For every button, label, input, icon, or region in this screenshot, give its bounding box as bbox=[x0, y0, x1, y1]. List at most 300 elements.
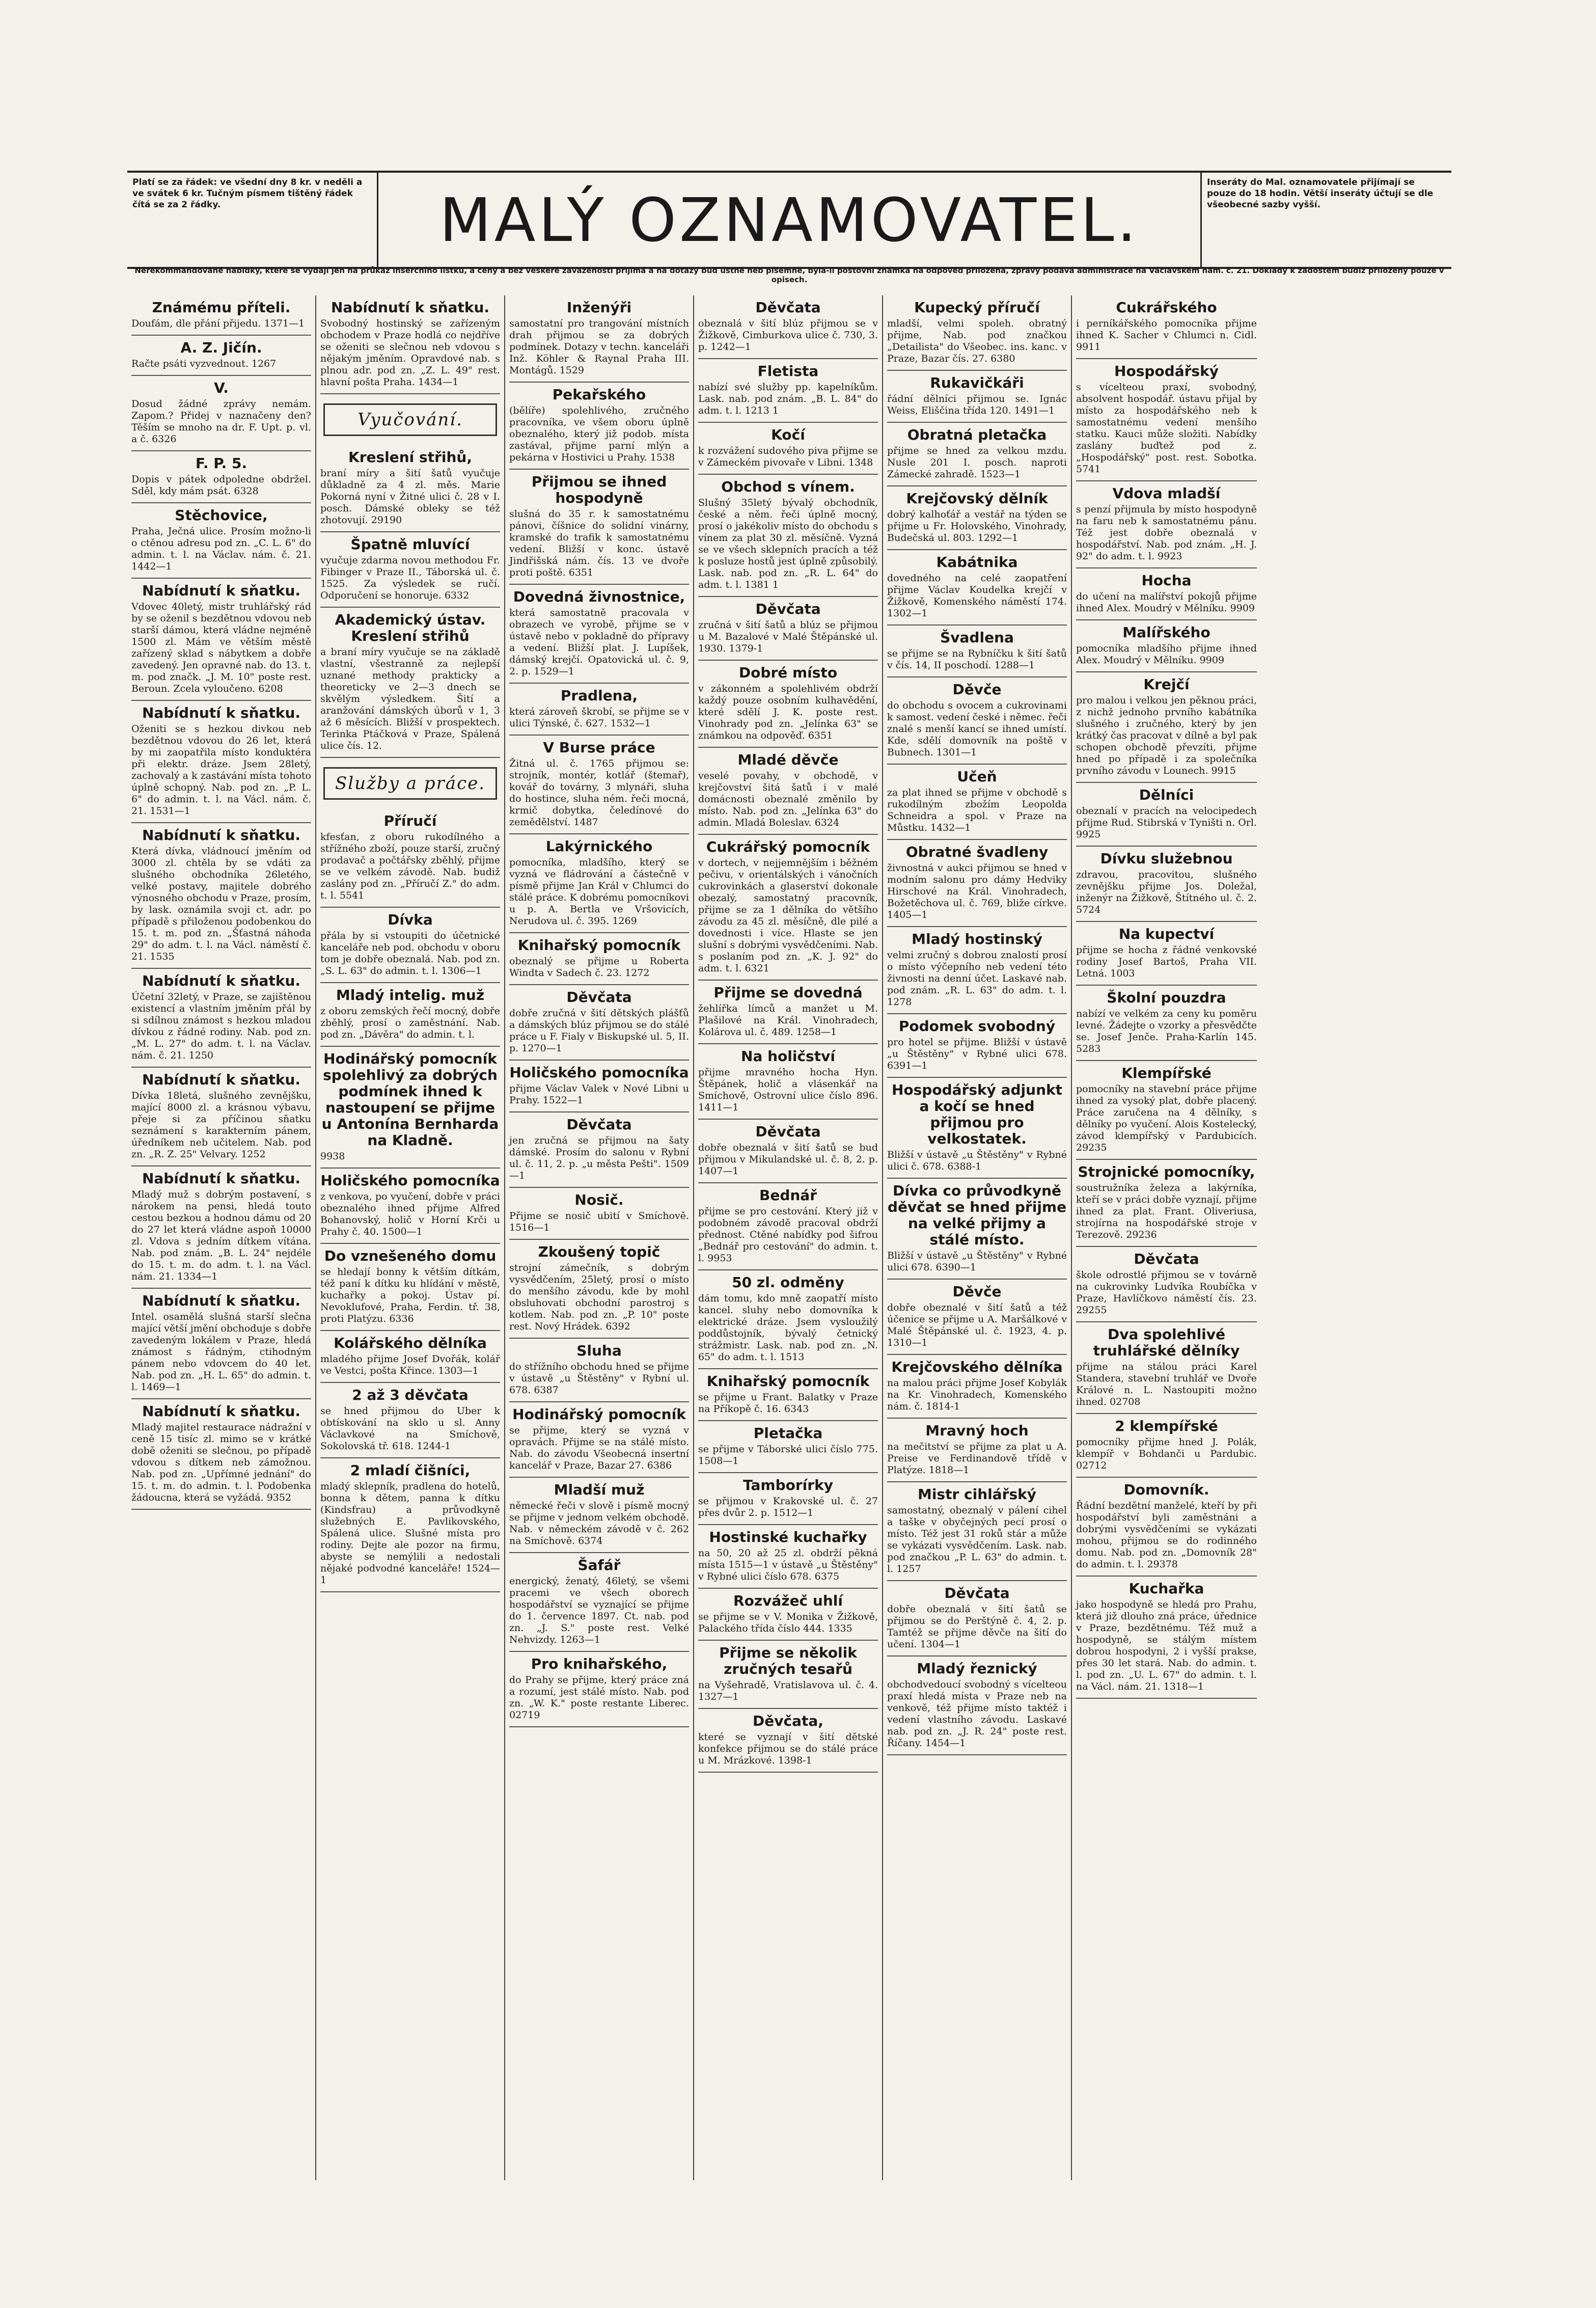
ad-title: Nabídnutí k sňatku. bbox=[142, 972, 301, 989]
ad-text: za plat ihned se přijme v obchodě s rukodílným zbožím Leopolda Schneidra a spol. v Praze na Můstku. 1432—1 bbox=[887, 787, 1067, 833]
ad-title: Inženýři bbox=[566, 299, 632, 316]
classified-ad bbox=[698, 1120, 878, 1183]
ad-title: Hostinské kuchařky bbox=[709, 1529, 867, 1545]
ad-text: s penzí přijmula by místo hospodyně na faru neb k samostatnému pánu. Též jest dobře obeznalá v hospodářství. Nab. pod znám. „H. J. 92" do adm. t. l. 9923 bbox=[1076, 504, 1257, 562]
classified-ad bbox=[509, 1188, 689, 1240]
classified-ad bbox=[698, 423, 878, 475]
ad-text: k rozvážení sudového piva přijme se v Zámeckém pivovaře v Libni. 1348 bbox=[698, 445, 878, 468]
classified-ad bbox=[320, 1331, 500, 1383]
ad-title: Dobré místo bbox=[738, 664, 838, 681]
ad-title: Mistr cihlářský bbox=[917, 1486, 1037, 1503]
ad-title: Děvčata bbox=[755, 601, 821, 617]
ad-text: živnostná v aukci přijmou se hned v modním salonu pro dámy Hedviky Hirschové na Král. Vinohradech, Božetěchova ul. č. 769, bliže církve. 1405—1 bbox=[887, 862, 1067, 920]
ad-title: Nabídnutí k sňatku. bbox=[142, 704, 301, 721]
ad-text: obeznalí v pracích na velocipedech přijme Rud. Stibrská v Tyništi n. Orl. 9925 bbox=[1076, 805, 1257, 840]
ad-column bbox=[505, 295, 694, 2180]
ad-title: Vdova mladší bbox=[1112, 485, 1221, 502]
ad-title: Děvčata bbox=[755, 299, 821, 316]
classified-ad bbox=[698, 835, 878, 981]
classified-ad bbox=[887, 1014, 1067, 1078]
ad-title: Domovník. bbox=[1123, 1481, 1209, 1498]
ad-title: Na holičství bbox=[741, 1048, 835, 1065]
masthead-insertion-box: Inseráty do Mal. oznamovatele přijímají se pouze do 18 hodin. Větší inseráty účtují se dle všeobecné sazby vyšší. bbox=[1200, 173, 1451, 267]
classified-ad bbox=[698, 1589, 878, 1641]
classified-ad bbox=[698, 1270, 878, 1369]
classified-ad bbox=[131, 1289, 311, 1399]
ad-title: Pro knihařského, bbox=[531, 1655, 668, 1672]
classified-ad bbox=[1076, 672, 1257, 783]
classified-ad bbox=[320, 1169, 500, 1244]
ad-text: pro hotel se přijme. Bližší v ústavě „u Štěstěny" v Rybné ulici 678. 6391—1 bbox=[887, 1037, 1067, 1071]
ad-title: Kolářského dělníka bbox=[334, 1335, 487, 1351]
ad-text: pomocníky přijme hned J. Polák, klempíř v Bohdanči u Pardubic. 02712 bbox=[1076, 1436, 1257, 1471]
ad-title: Děvče bbox=[952, 681, 1002, 698]
classified-ad bbox=[131, 336, 311, 376]
classified-ad bbox=[698, 1641, 878, 1709]
ad-title: V Burse práce bbox=[543, 739, 655, 756]
ad-text: mladý sklepník, pradlena do hotelů, bonna k dětem, panna k dítku (Kindsfrau) a průvodkyně služebných E. Pavlikovského, Spálená ulice. Slušné místa pro rodiny. Dejte ale pozor na firmu, abyste se nemýlili a nedostali nějaké podvodné kanceláře! 1524—1 bbox=[320, 1481, 500, 1586]
classified-ad bbox=[887, 1482, 1067, 1581]
ad-text: zručná v šití šatů a blúz se přijmou u M. Bazalové v Malé Štěpánské ul. 1930. 1379-1 bbox=[698, 619, 878, 654]
classified-ad bbox=[509, 1402, 689, 1478]
ad-title: Hodinářský pomocník spolehlivý za dobrých podmínek ihned k nastoupení se přijme u Antonína Bernharda na Kladně. bbox=[321, 1050, 499, 1149]
ad-title: Pletačka bbox=[753, 1425, 823, 1442]
ad-text: z oboru zemských řečí mocný, dobře zběhlý, prosí o zaměstnání. Nab. pod zn. „Dávěra" do admin. t. l. bbox=[320, 1006, 500, 1040]
classified-ad bbox=[1076, 1414, 1257, 1478]
classified-ad bbox=[320, 983, 500, 1047]
classified-ad bbox=[1076, 1577, 1257, 1699]
ad-text: mladého přijme Josef Dvořák, kolář ve Vestci, pošta Křince. 1303—1 bbox=[320, 1353, 500, 1376]
section-heading: Vyučování. bbox=[323, 403, 497, 436]
ad-title: Rukavičkáři bbox=[930, 374, 1024, 391]
ad-text: strojní zámečník, s dobrým vysvědčením, 25letý, prosí o místo do menšího závodu, kde by mohl obsluhovati obchodní parostroj s kotlem. Nab. pod zn. „P. 10" poste rest. Nový Hrádek. 6392 bbox=[509, 1262, 689, 1332]
classified-ad bbox=[698, 1421, 878, 1473]
ad-title: Obchod s vínem. bbox=[721, 478, 855, 495]
ad-text: přijme Václav Valek v Nové Libni u Prahy. 1522—1 bbox=[509, 1083, 689, 1106]
classified-ad bbox=[1076, 295, 1257, 359]
ad-text: Vdovec 40letý, mistr truhlářský rád by se oženil s bezdětnou vdovou neb starší dámou, která vládne nejméně 1500 zl. Mám ve větším městě zařízený sklad s nábytkem a dobře zavedený. Jen opravné nab. do 13. t. m. pod značk. „J. M. 10" poste rest. Beroun. Zcela vyloučeno. 6208 bbox=[131, 601, 311, 694]
ad-text: pomocníka mladšího přijme ihned Alex. Moudrý v Mělníku. 9909 bbox=[1076, 643, 1257, 666]
classified-ad bbox=[320, 608, 500, 758]
ad-title: Děvčata bbox=[566, 989, 632, 1006]
classified-ad bbox=[698, 981, 878, 1044]
classified-ad bbox=[1076, 783, 1257, 847]
classified-ad bbox=[509, 1112, 689, 1188]
ad-title: Kupecký příručí bbox=[914, 299, 1040, 316]
ad-text: Praha, Ječná ulice. Prosím možno-li o ctěnou adresu pod zn. „C. L. 6" do admin. t. l. na Václav. nám. č. 21. 1442—1 bbox=[131, 526, 311, 572]
classified-ad bbox=[320, 809, 500, 908]
classified-ad bbox=[698, 597, 878, 661]
ad-title: Holičského pomocníka bbox=[320, 1172, 500, 1189]
ad-title: Klempířské bbox=[1121, 1065, 1212, 1081]
ad-text: jako hospodyně se hledá pro Prahu, která již dlouho zná práce, úřednice v Praze, bezdětnému. Též muž a hospodyně, se stálým místem dobrou hospodyni, 2 i vyšší prakse, přes 30 let stará. Nab. do admin. t. l. pod zn. „U. L. 67" do admin. t. l. na Václ. nám. 21. 1318—1 bbox=[1076, 1599, 1257, 1692]
classified-ad bbox=[320, 532, 500, 608]
classified-ad bbox=[887, 486, 1067, 550]
classified-ad bbox=[1076, 1061, 1257, 1160]
ad-text: a braní míry vyučuje se na základě vlastní, všestranně za nejlepší uznané methody prakticky a theoreticky ve 2—3 dnech se skvělým výsledkem. Šití a aranžování dámských úborů v 1, 3 až 6 měsících. Bližší v prospektech. Terinka Ptáčková v Praze, Spálená ulice čís. 12. bbox=[320, 646, 500, 751]
ad-text: Dosud žádné zprávy nemám. Zapom.? Přidej v naznačeny den? Těším se mnoho na dr. F. Upt. p. vl. a č. 6326 bbox=[131, 398, 311, 445]
ad-text: samostatní pro trangování místních drah přijmou se za dobrých podmínek. Dotazy v techn. kanceláři Inž. Köhler & Raynal Praha III. Montágů. 1529 bbox=[509, 318, 689, 376]
ad-title: Děvče bbox=[952, 1283, 1002, 1300]
ad-text: se přijmou v Krakovské ul. č. 27 přes dvůr 2. p. 1512—1 bbox=[698, 1496, 878, 1518]
ad-title: Přijme se dovedná bbox=[713, 984, 863, 1001]
classified-ad bbox=[887, 677, 1067, 765]
ad-text: Řádní bezdětní manželé, kteří by při hospodářství byli zaměstnáni a dobrými vysvědčeními se vykázati mohou, přijmou se do rodinného domu. Nab. pod zn. „Domovník 28" do admin. t. l. 29378 bbox=[1076, 1500, 1257, 1570]
ad-text: v zákonném a spolehlivém obdrží každý pouze osobním kulhavědění, které sdělí J. K. poste rest. Vinohrady pod zn. „Jelínka 63" se známkou na odpověď. 6351 bbox=[698, 683, 878, 741]
classified-ad bbox=[1076, 620, 1257, 672]
classified-ad bbox=[698, 661, 878, 748]
classified-ad bbox=[887, 295, 1067, 371]
ad-title: Na kupectví bbox=[1118, 926, 1215, 942]
classified-ad bbox=[509, 383, 689, 470]
classified-ad bbox=[320, 1244, 500, 1331]
classified-ad bbox=[887, 371, 1067, 423]
classified-ad bbox=[887, 1078, 1067, 1179]
ad-title: F. P. 5. bbox=[195, 455, 247, 472]
classified-ad bbox=[1076, 481, 1257, 568]
classified-ad bbox=[887, 1280, 1067, 1355]
classified-ad bbox=[509, 585, 689, 684]
ad-text: která samostatně pracovala v obrazech ve vyrobě, přijme se v ústavě nebo v pokladně do přípravy a vedení. Bližší plat. J. Lupíšek, dámský krejčí. Opatovická ul. č. 9, 2. p. 1529—1 bbox=[509, 607, 689, 677]
ad-title: Mravný hoch bbox=[925, 1422, 1029, 1439]
ad-text: v dortech, v nejjemnějším i běžném pečivu, v orientálských i vánočních cukrovinkách a glaserství dokonale obezalý, samostatný pracovník, přijme se za 1 dělníka do většího závodu za 45 zl. měsíčně, dle pilé a dovednosti i více. Hlaste se jen slušní s dobrými vysvědčeními. Nab. s poslaním pod zn. „K. J. 92" do adm. t. l. 6321 bbox=[698, 857, 878, 974]
ad-text: pomocníky na stavební práce přijme ihned za vysoký plat, dobře placený. Práce zaručena na 4 dělníky, s dělníky po vyučení. Alois Kostelecký, závod klempířský v Pardubicích. 29235 bbox=[1076, 1083, 1257, 1153]
classified-ad bbox=[887, 626, 1067, 677]
classified-ad bbox=[887, 840, 1067, 927]
ad-text: pomocníka, mladšího, který se vyzná ve fládrování a částečně v písmě přijme Jan Král v Chlumci do stálé práce. K dobrému pomocníkovi u p. A. Bertla ve Vršovicích, Nerudova ul. č. 395. 1269 bbox=[509, 857, 690, 927]
ad-text: soustružníka železa a lakýrníka, kteří se v práci dobře vyznají, přijme ihned za plat. Frant. Oliveriusa, strojírna na hospodářské stroje v Terezově. 29236 bbox=[1076, 1182, 1257, 1240]
ad-title: Strojnické pomocníky, bbox=[1078, 1163, 1255, 1180]
ad-text: německé řeči v slově i písmě mocný se přijme v jednom velkém obchodě. Nab. v německém závodě v č. 262 na Smíchově. 6374 bbox=[509, 1500, 689, 1546]
ad-text: dobře obeznalé v šití šatů a též účenice se přijme u A. Maršálkové v Malé Štěpánské ul. č. 1923, 4. p. 1310—1 bbox=[887, 1302, 1067, 1348]
ad-text: přijme se hocha z řádné venkovské rodiny Josef Bartoš, Praha VII. Letná. 1003 bbox=[1076, 944, 1257, 979]
classified-ad bbox=[509, 684, 689, 736]
classified-ad bbox=[698, 748, 878, 835]
ad-title: Krejčovský dělník bbox=[906, 490, 1048, 507]
ad-title: 2 klempířské bbox=[1115, 1418, 1218, 1434]
ad-text: se hned přijmou do Uber k obtískování na sklo u sl. Anny Václavkové na Smíchově, Sokolovská tř. 618. 1244-1 bbox=[320, 1405, 500, 1452]
classified-ad bbox=[1076, 568, 1257, 620]
ad-title: Stěchovice, bbox=[175, 507, 268, 524]
classified-ad bbox=[887, 1419, 1067, 1482]
ad-text: dobrý kalhoťář a vestář na týden se přijme u Fr. Holovského, Vinohrady, Budečská ul. 803. 1292—1 bbox=[887, 509, 1067, 544]
classified-ad bbox=[509, 295, 689, 383]
ad-text: se přijme u Frant. Balatky v Praze na Příkopě č. 16. 6343 bbox=[698, 1392, 878, 1415]
classified-ad bbox=[698, 1473, 878, 1525]
ad-title: Mladé děvče bbox=[737, 751, 839, 768]
ad-text: na Vyšehradě, Vratislavova ul. č. 4. 1327—1 bbox=[698, 1679, 878, 1702]
ad-text: (bělíře) spolehlivého, zručného pracovníka, ve všem oboru úplně obeznalého, který již podob. místa zastával, přijme parní mlýn a pekárna v Hostivici u Prahy. 1538 bbox=[509, 405, 689, 463]
ad-text: přijme mravného hocha Hyn. Štěpánek, holič a vlásenkář na Smíchově, Ostrovní ulice číslo 896. 1411—1 bbox=[698, 1067, 878, 1113]
ad-text: do obchodu s ovocem a cukrovinami k samost. vedení české i němec. řeči znalé s menší kancí se ihned umístí. Kde, sdělí domovník na poště v Bubnech. 1301—1 bbox=[887, 700, 1067, 758]
ad-title: Nabídnutí k sňatku. bbox=[142, 1071, 301, 1088]
ad-title: Děvčata bbox=[755, 1123, 821, 1140]
ad-title: Kabátnika bbox=[936, 554, 1018, 571]
ad-text: přijme se hned za velkou mzdu. Nusle 201 I. posch. naproti Zámecké zahradě. 1523—1 bbox=[887, 445, 1067, 480]
classified-ad bbox=[698, 1183, 878, 1270]
ad-text: Žitná ul. č. 1765 přijmou se: strojník, montér, kotlář (štemař), kovář do továrny, 3 mlynáři, sluha do hostince, sluha ném. řeči mocná, krmič dobytka, čeledínové do zemědělství. 1487 bbox=[509, 758, 689, 828]
ad-text: na mečitství se přijme za plat u A. Preise ve Ferdinandově třídě v Platýze. 1818—1 bbox=[887, 1441, 1067, 1476]
classified-ad bbox=[131, 295, 311, 336]
ad-text: nabízí své služby pp. kapelníkům. Lask. nab. pod znám. „B. L. 84" do adm. t. l. 1213 1 bbox=[698, 382, 878, 416]
ad-text: Mladý muž s dobrým postavení, s nárokem na pensi, hledá touto cestou bezkou a hodnou dámu od 20 do 27 let která vládne aspoň 10000 zl. Vdova s jedním dítkem vítána. Nab. pod znám. „B. L. 24" nejdéle do 15. t. m. do adm. t. l. na Václ. nám. 21. 1334—1 bbox=[131, 1189, 311, 1282]
classified-ad bbox=[509, 1553, 689, 1652]
ad-title: Nabídnutí k sňatku. bbox=[142, 582, 301, 599]
ad-text: do střížního obchodu hned se přijme v ústavě „u Štěstěny" v Rybní ul. 678. 6387 bbox=[509, 1361, 689, 1396]
ad-title: Knihařský pomocník bbox=[517, 937, 681, 954]
classified-ad bbox=[887, 423, 1067, 486]
ad-title: 2 až 3 děvčata bbox=[352, 1387, 469, 1403]
ad-text: řádní dělníci přijmou se. Ignác Weiss, Eliščina třída 120. 1491—1 bbox=[887, 393, 1067, 416]
ad-title: Sluha bbox=[576, 1342, 622, 1359]
ad-title: Známému příteli. bbox=[152, 299, 291, 316]
ad-title: Kuchařka bbox=[1129, 1580, 1204, 1597]
classified-ad bbox=[509, 1478, 689, 1553]
ad-title: Nabídnutí k sňatku. bbox=[142, 827, 301, 844]
classified-ad bbox=[320, 1458, 500, 1592]
classified-ad bbox=[320, 1383, 500, 1458]
classified-ad bbox=[1076, 1247, 1257, 1322]
classified-ad bbox=[887, 1179, 1067, 1280]
ad-title: Cukrářský pomocník bbox=[706, 838, 870, 855]
ad-text: Dívka 18letá, slušného zevnějšku, mající 8000 zl. a krásnou výbavu, přeje si za příčinou sňatku seznámení s karakterním pánem, úředníkem neb učitelem. Nab. pod zn. „R. Z. 25" Velvary. 1252 bbox=[131, 1090, 311, 1160]
ad-title: 2 mladí čišníci, bbox=[350, 1462, 471, 1479]
ad-text: škole odrostlé přijmou se v továrně na cukrovinky Ludvíka Roubíčka v Praze, Havlíčkovo náměstí čís. 23. 29255 bbox=[1076, 1269, 1257, 1316]
classified-ad bbox=[509, 834, 689, 933]
ad-title: Zkoušený topič bbox=[538, 1243, 661, 1260]
ad-text: Račte psáti vyzvednout. 1267 bbox=[131, 358, 277, 369]
ad-title: Přijme se několik zručných tesařů bbox=[719, 1644, 857, 1677]
ad-title: Příručí bbox=[383, 812, 437, 829]
ad-title: Šafář bbox=[577, 1557, 621, 1573]
ad-text: se hledají bonny k větším dítkám, též paní k dítku ku hlídání v městě, kuchařky a pokoj. Ústav pí. Nevoklufové, Praha, Ferdin. tř. 38, proti Platýzu. 6336 bbox=[320, 1266, 500, 1324]
ad-text: žehlířka límců a manžet u M. Plašilové na Král. Vinohradech, Kolárova ul. č. 489. 1258—1 bbox=[698, 1003, 878, 1038]
ad-text: kfesťan, z oboru rukodílného a střížného zboží, pouze starší, zručný prodavač a počtářsky zběhlý, přijme se ve velkém závodě. Nab. budiž zaslány pod zn. „Příručí Z." do adm. t. l. 5541 bbox=[320, 831, 500, 901]
ad-title: Hospodářský adjunkt a kočí se hned přijmou pro velkostatek. bbox=[891, 1081, 1063, 1147]
ad-title: Děvčata, bbox=[753, 1713, 823, 1729]
ad-text: jen zručná se přijmou na šaty dámské. Prosím do salonu v Rybní ul. č. 11, 2. p. „u města Pešti". 1509—1 bbox=[509, 1135, 689, 1181]
ad-column bbox=[1072, 295, 1261, 2180]
ad-title: Mladý intelig. muž bbox=[336, 987, 485, 1003]
ad-text: obeznalý se přijme u Roberta Windta v Sadech č. 23. 1272 bbox=[509, 956, 689, 979]
ad-title: Dívku služebnou bbox=[1100, 850, 1233, 867]
ad-title: Švadlena bbox=[940, 629, 1014, 646]
ad-text: se přijme, který se vyzná v opravách. Přijme se na stálé místo. Nab. do závodu Všeobecná insertní kancelář v Praze, Bazar 27. 6386 bbox=[509, 1425, 689, 1471]
classified-ad bbox=[1076, 1478, 1257, 1577]
ad-text: dobře zručná v šití dětských plášťů a dámských blúz přijmou se do stálé práce u F. Fialy v Biskupské ul. 5, II. p. 1270—1 bbox=[509, 1008, 689, 1054]
classified-ad bbox=[509, 985, 689, 1061]
ad-text: do učení na malířství pokojů přijme ihned Alex. Moudrý v Mělníku. 9909 bbox=[1076, 591, 1257, 614]
ad-text: přijme na stálou práci Karel Standera, stavební truhlář ve Dvoře Králové n. L. Nastoupiti možno ihned. 02708 bbox=[1076, 1361, 1257, 1407]
ad-text: zdravou, pracovitou, slušného zevnějšku přijme Jos. Doležal, inženýr na Žižkově, Štítného ul. č. 2. 5724 bbox=[1076, 869, 1257, 915]
ad-text: i perníkářského pomocníka přijme ihned K. Sacher v Chlumci n. Cidl. 9911 bbox=[1076, 318, 1257, 352]
classified-ad bbox=[698, 1044, 878, 1120]
ad-title: Nabídnutí k sňatku. bbox=[142, 1170, 301, 1187]
classified-ad bbox=[131, 969, 311, 1068]
ad-title: Holičského pomocníka bbox=[509, 1064, 689, 1081]
ad-title: Děvčata bbox=[566, 1116, 632, 1133]
ad-text: Svobodný hostinský se zařízeným obchodem v Praze hodlá co nejdříve se oženiti se slečnou neb vdovou s nějakým jměním. Opravdové nab. s plnou adr. pod zn. „Z. L. 49" rest. hlavní pošta Praha. 1434—1 bbox=[320, 318, 500, 388]
ad-title: Rozvážeč uhlí bbox=[733, 1592, 843, 1609]
ad-text: se přijme se na Rybníčku k šití šatů v čís. 14, II poschodí. 1288—1 bbox=[887, 648, 1067, 671]
ad-text: z venkova, po vyučení, dobře v práci obeznalého ihned přijme Alfred Bohanovský, holič v Horní Krči u Prahy č. 40. 1500—1 bbox=[320, 1191, 500, 1237]
ad-title: Hodinářský pomocník bbox=[512, 1406, 686, 1423]
ad-title: Kočí bbox=[771, 426, 805, 443]
ad-text: které se vyznají v šití dětské konfekce přijmou se do stálé práce u M. Mrázkové. 1398-1 bbox=[698, 1731, 878, 1766]
ad-text: se přijme v Táborské ulici číslo 775. 1508—1 bbox=[698, 1444, 878, 1467]
ad-title: Podomek svobodný bbox=[898, 1018, 1056, 1035]
ad-text: dám tomu, kdo mně zaopatří místo kancel. sluhy nebo domovníka k elektrické dráze. Jsem vysloužilý poddůstojník, bývalý četnický strážmistr. Lask. nab. pod zn. „N. 65" do adm. t. l. 1513 bbox=[698, 1293, 878, 1363]
ad-title: Dva spolehlivé truhlářské dělníky bbox=[1093, 1326, 1240, 1359]
classified-ad bbox=[320, 1047, 500, 1169]
classified-ad bbox=[887, 1581, 1067, 1657]
classified-ad bbox=[131, 579, 311, 701]
ad-title: Hospodářský bbox=[1114, 363, 1219, 379]
ad-title: Pradlena, bbox=[560, 687, 638, 704]
ad-title: Krejčí bbox=[1143, 676, 1190, 693]
ad-text: slušná do 35 r. k samostatnému pánovi, číšnice do solidní vinárny, kramské do trafik k samostatnému vedení. Bližší v konc. ústavě Jindřišská nám. čís. 13 ve dvoře proti poště. 6351 bbox=[509, 508, 689, 578]
ad-title: Mladý řeznický bbox=[917, 1660, 1037, 1677]
ad-title: Mladý hostinský bbox=[912, 931, 1042, 947]
classified-ad bbox=[509, 470, 689, 585]
classified-ad bbox=[131, 1399, 311, 1510]
ad-text: do Prahy se přijme, který práce zná a rozumí, jest stálé místo. Nab. pod zn. „W. K." poste restante Liberec. 02719 bbox=[509, 1674, 689, 1721]
ad-title: Hocha bbox=[1141, 572, 1192, 589]
ad-text: Účetní 32letý, v Praze, se zajištěnou existencí a vlastním jměním přál by si sdílnou známost s hezkou mladou dívkou z řádné rodiny. Nab. pod zn. „M. L. 27" do adm. t. l. na Václav. nám. č. 21. 1250 bbox=[131, 991, 311, 1061]
ad-title: Knihařský pomocník bbox=[706, 1373, 870, 1390]
ad-title: Tamborírky bbox=[743, 1477, 833, 1494]
ad-title: Učeň bbox=[957, 768, 997, 785]
ad-title: V. bbox=[214, 379, 229, 396]
ad-title: Mladší muž bbox=[554, 1481, 645, 1498]
classified-ad bbox=[698, 1369, 878, 1421]
classified-ad bbox=[887, 927, 1067, 1014]
ad-text: která zároveň škrobí, se přijme se v ulici Týnské, č. 627. 1532—1 bbox=[509, 706, 689, 729]
ad-title: Nabídnutí k sňatku. bbox=[142, 1292, 301, 1309]
classified-ad bbox=[698, 475, 878, 597]
ad-text: přijme se pro cestování. Který již v podobném závodě pracoval obdrží přednost. Ctěné nabídky pod šifrou „Bednář pro cestování" do admin. t. l. 9953 bbox=[698, 1206, 878, 1264]
classified-ad bbox=[1076, 847, 1257, 922]
classified-ad bbox=[1076, 1160, 1257, 1247]
ad-column bbox=[694, 295, 883, 2180]
ad-title: Nabídnutí k sňatku. bbox=[142, 1403, 301, 1420]
ad-title: A. Z. Jičín. bbox=[180, 339, 262, 356]
ad-title: Dívka co průvodkyně děvčat se hned přijme na velké přijmy a stálé místo. bbox=[887, 1182, 1067, 1248]
classified-ad bbox=[509, 1240, 689, 1339]
classified-ad bbox=[887, 550, 1067, 626]
ad-text: Oženiti se s hezkou divkou neb bezdětnou vdovou do 26 let, která by mi zaopatřila místo konduktéra při elektr. dráze. Jsem 28letý, zachovalý a k zastávání místa tohoto úplně schopný. Nab. pod zn. „P. L. 6" do admin. t. l. na Václ. nám. č. 21. 1531—1 bbox=[131, 723, 311, 817]
classified-ad bbox=[1076, 1322, 1257, 1414]
classified-ad bbox=[320, 445, 500, 532]
ad-text: dovedného na celé zaopatření přijme Václav Koudelka krejčí v Žižkově, Komenského náměstí 174. 1302—1 bbox=[887, 573, 1067, 619]
ad-text: pro malou i velkou jen pěknou práci, z nichž jednoho prvního kabátníka slušného i zručného, který by jen krátký čas pracovat v dílně a byl pak schopen obchodě převzíti, přijme hned po případě i za společníka prvního závodu v Lounech. 9915 bbox=[1076, 695, 1257, 776]
classified-ad bbox=[509, 1339, 689, 1402]
ad-text: Doufám, dle přání přijedu. 1371—1 bbox=[131, 318, 305, 329]
ad-title: Do vznešeného domu bbox=[324, 1247, 497, 1264]
classified-ad bbox=[320, 908, 500, 983]
ad-title: Bednář bbox=[759, 1187, 817, 1204]
classified-ad bbox=[320, 295, 500, 394]
ad-text: přála by si vstoupiti do účetnické kanceláře neb pod. obchodu v oboru tom je dobře obeznalá. Nab. pod zn. „S. L. 63" do admin. t. l. 1306—1 bbox=[320, 930, 500, 976]
ad-title: Krejčovského dělníka bbox=[891, 1359, 1063, 1375]
ad-column bbox=[316, 295, 505, 2180]
ad-text: dobře obeznalá v šití šatů se bud přijmou v Mikulandské ul. č. 8, 2. p. 1407—1 bbox=[698, 1142, 878, 1177]
page-title: MALÝ OZNAMOVATEL. bbox=[439, 184, 1140, 255]
ad-title: Přijmou se ihned hospodyně bbox=[531, 473, 667, 506]
ad-text: vyučuje zdarma novou methodou Fr. Fibinger v Praze II., Táborská ul. č. 1525. Za výsledek se ručí. Odporučení se honoruje. 6332 bbox=[320, 555, 500, 601]
ad-title: Pekařského bbox=[552, 386, 646, 403]
classified-ad bbox=[698, 1525, 878, 1589]
classified-ad bbox=[698, 295, 878, 359]
ad-text: samostatný, obeznalý v pálení cihel a taške v obyčejných pecí prosí o místo. Též jest 31 roků stár a může se vykázati vysvědčením. Lask. nab. pod značkou „P. L. 63" do admin. t. l. 1257 bbox=[887, 1505, 1067, 1574]
classified-ad bbox=[1076, 359, 1257, 481]
ad-text: energický, ženatý, 46letý, se všemi pracemi ve všech oborech hospodářství se vyznající se přijme do 1. července 1897. Ct. nab. pod zn. „J. S." poste rest. Velké Nehvizdy. 1263—1 bbox=[509, 1576, 689, 1645]
ad-title: Fletista bbox=[757, 363, 819, 379]
classified-ad bbox=[509, 1061, 689, 1112]
ad-text: nabízí ve velkém za ceny ku poměru levné. Žádejte o vzorky a přesvědčte se. Josef Jenče. Praha-Karlín 145. 5283 bbox=[1076, 1008, 1257, 1054]
ad-text: Která dívka, vládnoucí jměním od 3000 zl. chtěla by se vdáti za slušného obchodníka 26letého, velké postavy, majitele dobrého výnosného obchodu v Praze, prosím, by lask. oznámila svoji ct. adr. po případě s přiloženou podobenkou do 15. t. m. pod zn. „Šťastná náhoda 29" do adm. t. l. na Václ. náměstí č. 21. 1535 bbox=[131, 846, 311, 962]
ad-text: obchodvedoucí svobodný s vícelteou praxí hledá místa v Praze neb na venkově, též přijme místo taktéž i vedení vlastního závodu. Laskavé nab. pod zn. „J. R. 24" poste rest. Říčany. 1454—1 bbox=[887, 1679, 1067, 1749]
classified-ad bbox=[131, 1068, 311, 1166]
ad-title: Nabídnutí k sňatku. bbox=[331, 299, 490, 316]
classified-ad bbox=[698, 359, 878, 423]
ad-title: Dívka bbox=[388, 911, 433, 928]
ad-title: Nosič. bbox=[574, 1191, 624, 1208]
ad-text: braní míry a šití šatů vyučuje důkladně za 4 zl. měs. Marie Pokorná nyní v Žitné ulici č. 28 v I. posch. Dámské obleky se též zhotovují. 29190 bbox=[320, 468, 500, 526]
ad-columns bbox=[127, 295, 1451, 2180]
ad-text: Dopis v pátek odpoledne obdržel. Sděl, kdy mám psát. 6328 bbox=[131, 474, 311, 497]
ad-title: Lakýrnického bbox=[545, 838, 653, 855]
ad-title: Děvčata bbox=[1134, 1251, 1199, 1267]
classified-ad bbox=[887, 1355, 1067, 1419]
classified-ad bbox=[131, 503, 311, 579]
masthead bbox=[127, 171, 1451, 269]
ad-text: Přijme se nosič ubití v Smíchově. 1516—1 bbox=[509, 1210, 689, 1233]
ad-text: mladší, velmi spoleh. obratný přijme, Nab. pod značkou „Detailista" do Všeobec. ins. kanc. v Praze, Bazar čís. 27. 6380 bbox=[887, 318, 1067, 364]
classified-ad bbox=[698, 1709, 878, 1773]
ad-text: Bližší v ústavě „u Štěstěny" v Rybné ulici č. 678. 6388-1 bbox=[887, 1149, 1067, 1172]
classified-ad bbox=[887, 1657, 1067, 1755]
ad-text: obeznalá v šití blúz přijmou se v Žižkově, Cimburkova ulice č. 730, 3. p. 1242—1 bbox=[698, 318, 878, 352]
classified-ad bbox=[509, 933, 689, 985]
ad-text: Mladý majitel restaurace nádražní v ceně 15 tisíc zl. mimo se v krátké době oženiti se slečnou, po případě vdovou s dítkem neb zámožnou. Nab. pod zn. „Upřímné jednání" do 15. t. m. do admin. t. l. Podobenka žádoucna, která se vyžádá. 9352 bbox=[131, 1422, 311, 1503]
ad-text: Bližší v ústavě „u Štěstěny" v Rybné ulici 678. 6390—1 bbox=[887, 1250, 1067, 1273]
ad-title: Dovedná živnostnice, bbox=[513, 588, 685, 605]
ad-text: Intel. osamělá slušná starší slečna mající větší jmění obchoduje s dobře zavedeným lokálem v Praze, hledá známost s řádným, ctihodným pánem nebo vdovcem do 40 let. Nab. pod zn. „H. L. 65" do admin. t. l. 1469—1 bbox=[131, 1311, 311, 1393]
classified-ad bbox=[131, 376, 311, 451]
ad-title: Školní pouzdra bbox=[1107, 989, 1226, 1006]
ad-title: Děvčata bbox=[944, 1585, 1010, 1601]
ad-title: Malířského bbox=[1122, 624, 1210, 641]
ad-title: 50 zl. odměny bbox=[732, 1274, 844, 1291]
section-heading: Služby a práce. bbox=[323, 767, 497, 800]
ad-text: na 50, 20 až 25 zl. obdrží pěkná místa 1515—1 v ústavě „u Štěstěny" v Rybné ulici číslo 678. 6375 bbox=[698, 1547, 878, 1582]
classified-ad bbox=[1076, 922, 1257, 986]
ad-text: Slušný 35letý bývalý obchodník, české a něm. řeči úplně mocný, prosí o jakékoliv místo do obchodu s vínem za plat 30 zl. měsíčně. Vyzná se ve všech sklepních pracích a též k posluze hostů jest úplně způsobilý. Lask. nab. pod zn. „R. L. 64" do adm. t. l. 1381 1 bbox=[698, 497, 878, 590]
ad-column bbox=[883, 295, 1072, 2180]
ad-title: Cukrářského bbox=[1116, 299, 1217, 316]
ad-title: Obratné švadleny bbox=[905, 844, 1049, 860]
ad-text: se přijme se v V. Monika v Žižkově, Palackého třída číslo 444. 1335 bbox=[698, 1611, 878, 1634]
ad-column bbox=[127, 295, 316, 2180]
classified-ad bbox=[887, 765, 1067, 840]
classified-ad bbox=[131, 823, 311, 969]
ad-text: 9938 bbox=[320, 1151, 345, 1162]
classified-ad bbox=[131, 451, 311, 503]
classified-ad bbox=[131, 1166, 311, 1289]
classified-ad bbox=[509, 1652, 689, 1727]
ad-title: Obratná pletačka bbox=[907, 426, 1047, 443]
